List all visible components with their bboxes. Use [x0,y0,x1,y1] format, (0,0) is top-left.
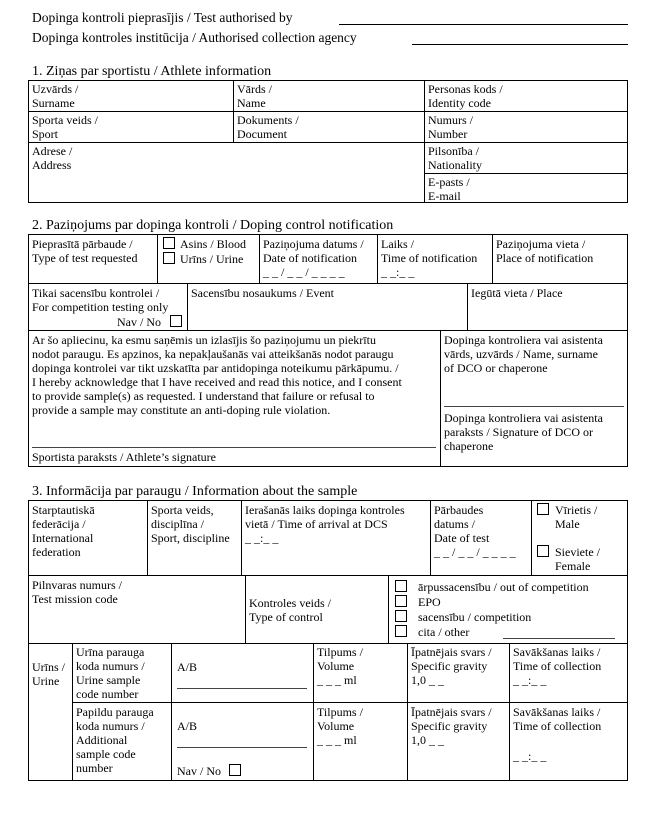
test-authorised-by-label: Dopinga kontroli pieprasījis / Test authorised by [32,10,293,25]
male-label: Vīrietis / Male [555,503,598,531]
notification-place-field[interactable]: Paziņojuma vieta / Place of notification [496,237,594,265]
section2-title: 2. Paziņojums par dopinga kontroli / Doping control notification [32,218,394,233]
competition-no-checkbox[interactable] [170,315,182,327]
epo-label: EPO [418,595,441,609]
collection-agency-line[interactable] [412,44,628,45]
place-field[interactable]: Iegūtā vieta / Place [471,286,563,300]
urine-code-line[interactable] [177,688,307,689]
competition-nav-no-label: Nav / No [117,315,161,329]
urine-row-label: Urīns / Urine [32,660,65,688]
competition-only-label: Tikai sacensību kontrolei / For competition testing only [32,286,169,314]
address-field[interactable]: Adrese / Address [32,144,73,172]
extra-volume-field[interactable]: Tilpums / Volume _ _ _ ml [317,705,363,747]
competition-label: sacensību / competition [418,610,532,624]
sport-field[interactable]: Sporta veids / Sport [32,113,98,141]
urine-gravity-field[interactable]: Īpatnējais svars / Specific gravity 1,0 _ _ [411,645,492,687]
acknowledgement-text: Ar šo apliecinu, ka esmu saņēmis un izlasījis šo paziņojumu un piekrītu nodot paraugu. Es apzinos, ka nepakļaušanās vai atteikšanās nodot paraugu dopinga kontrolei var tikt uzskatīta par antidopinga noteikumu pārkāpumu. / I hereby acknowledge that I have received and read this notice, and I consent to provide sample(s) as requested. I understand that failure or refusal to provide a sample may constitute an anti-doping rule violation. [32,333,402,417]
federation-field[interactable]: Starptautiskā federācija / International federation [32,503,95,559]
other-checkbox[interactable] [395,625,407,637]
competition-checkbox[interactable] [395,610,407,622]
surname-field[interactable]: Uzvārds / Surname [32,82,79,110]
athlete-signature-line[interactable] [32,447,436,448]
epo-checkbox[interactable] [395,595,407,607]
other-label: cita / other [418,625,470,639]
extra-collection-time-blank[interactable]: _ _:_ _ [513,749,547,763]
email-field[interactable]: E-pasts / E-mail [428,175,470,203]
event-field[interactable]: Sacensību nosaukums / Event [191,286,334,300]
urine-label: Urīns / Urine [180,252,244,266]
sport-discipline-field[interactable]: Sporta veids, disciplīna / Sport, discipline [151,503,230,545]
notification-time-field[interactable]: Laiks / Time of notification _ _:_ _ [381,237,478,279]
test-authorised-by-line[interactable] [339,24,628,25]
urine-collection-time-field[interactable]: Savākšanas laiks / Time of collection _ _:_ _ [513,645,602,687]
section1-title: 1. Ziņas par sportistu / Athlete information [32,64,272,79]
urine-checkbox[interactable] [163,252,175,264]
extra-ab-label: A/B [177,719,198,733]
test-date-field[interactable]: Pārbaudes datums / Date of test _ _ / _ _ / _ _ _ _ [434,503,516,559]
dco-name-line[interactable] [444,406,624,407]
extra-code-label: Papildu parauga koda numurs / Additional sample code number [76,705,154,775]
identity-code-field[interactable]: Personas kods / Identity code [428,82,503,110]
male-checkbox[interactable] [537,503,549,515]
blood-checkbox[interactable] [163,237,175,249]
dco-name-field[interactable]: Dopinga kontroliera vai asistenta vārds, uzvārds / Name, surname of DCO or chaperone [444,333,603,375]
dco-signature-field[interactable]: Dopinga kontroliera vai asistenta paraksts / Signature of DCO or chaperone [444,411,603,453]
urine-ab-label: A/B [177,660,198,674]
athlete-signature-label: Sportista paraksts / Athlete’s signature [32,450,216,464]
female-label: Sieviete / Female [555,545,600,573]
extra-nav-no-label: Nav / No [177,764,221,778]
extra-code-line[interactable] [177,747,307,748]
out-of-competition-label: ārpussacensību / out of competition [418,580,589,594]
mission-code-field[interactable]: Pilnvaras numurs / Test mission code [32,578,122,606]
section3-title: 3. Informācija par paraugu / Information about the sample [32,484,358,499]
blood-label: Asins / Blood [180,237,247,251]
other-line[interactable] [503,638,615,639]
name-field[interactable]: Vārds / Name [237,82,272,110]
nationality-field[interactable]: Pilsonība / Nationality [428,144,482,172]
test-type-label: Pieprasītā pārbaude / Type of test requested [32,237,138,265]
urine-code-label: Urīna parauga koda numurs / Urine sample code number [76,645,145,701]
number-field[interactable]: Numurs / Number [428,113,473,141]
arrival-time-field[interactable]: Ierašanās laiks dopinga kontroles vietā / Time of arrival at DCS _ _:_ _ [245,503,405,545]
document-field[interactable]: Dokuments / Document [237,113,299,141]
urine-volume-field[interactable]: Tilpums / Volume _ _ _ ml [317,645,363,687]
extra-no-checkbox[interactable] [229,764,241,776]
extra-collection-time-field[interactable]: Savākšanas laiks / Time of collection [513,705,602,733]
control-type-label: Kontroles veids / Type of control [249,596,331,624]
notification-date-field[interactable]: Paziņojuma datums / Date of notification _ _ / _ _ / _ _ _ _ [263,237,364,279]
collection-agency-label: Dopinga kontroles institūcija / Authorised collection agency [32,30,357,45]
female-checkbox[interactable] [537,545,549,557]
extra-gravity-field[interactable]: Īpatnējais svars / Specific gravity 1,0 _ _ [411,705,492,747]
out-of-competition-checkbox[interactable] [395,580,407,592]
